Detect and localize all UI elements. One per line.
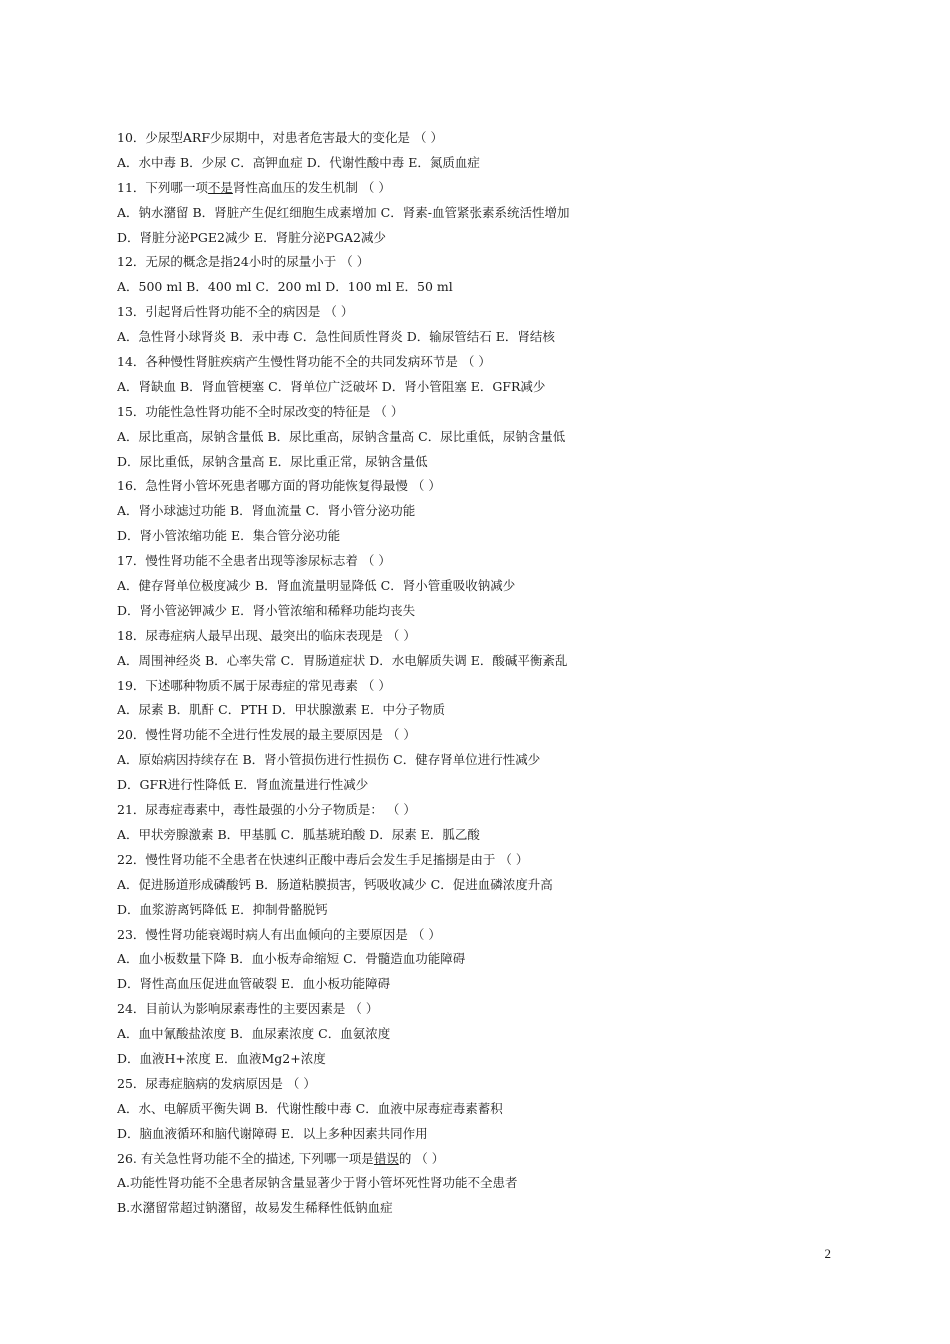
- line-text: D．肾脏分泌PGE2减少 E．肾脏分泌PGA2减少: [117, 229, 386, 245]
- line-text: A．促进肠道形成磷酸钙 B．肠道粘膜损害，钙吸收减少 C．促进血磷浓度升高: [117, 876, 553, 892]
- line-text: 26. 有关急性肾功能不全的描述, 下列哪一项是: [117, 1150, 374, 1166]
- question-line: [117, 723, 837, 748]
- options-line: [117, 698, 837, 723]
- question-line: [117, 250, 837, 275]
- options-line: [117, 748, 837, 773]
- options-line: [117, 201, 837, 226]
- line-text: 16．急性肾小管坏死患者哪方面的肾功能恢复得最慢 （ ）: [117, 478, 441, 494]
- line-text: A．甲状旁腺激素 B．甲基胍 C．胍基琥珀酸 D．尿素 E．胍乙酸: [117, 826, 480, 842]
- line-text: 17．慢性肾功能不全患者出现等渗尿标志着 （ ）: [117, 553, 391, 569]
- line-text: A．血小板数量下降 B．血小板寿命缩短 C．骨髓造血功能障碍: [117, 951, 466, 967]
- options-line: [117, 773, 837, 798]
- line-text: 14．各种慢性肾脏疾病产生慢性肾功能不全的共同发病环节是 （ ）: [117, 354, 491, 370]
- question-line: [117, 1147, 837, 1172]
- line-text: B.水潴留常超过钠潴留，故易发生稀释性低钠血症: [117, 1200, 393, 1216]
- line-text: 22．慢性肾功能不全患者在快速纠正酸中毒后会发生手足搐搦是由于 （ ）: [117, 851, 529, 867]
- question-line: [117, 300, 837, 325]
- options-line: [117, 151, 837, 176]
- question-line: [117, 798, 837, 823]
- question-line: [117, 549, 837, 574]
- line-text: 肾性高血压的发生机制 （ ）: [232, 179, 391, 195]
- line-text: 21．尿毒症毒素中，毒性最强的小分子物质是： （ ）: [117, 802, 416, 818]
- line-text: 24．目前认为影响尿素毒性的主要因素是 （ ）: [117, 1001, 379, 1017]
- options-line: [117, 599, 837, 624]
- options-line: [117, 947, 837, 972]
- line-text: A．急性肾小球肾炎 B．汞中毒 C．急性间质性肾炎 D．输尿管结石 E．肾结核: [117, 329, 555, 345]
- question-line: [117, 474, 837, 499]
- line-text: A．尿素 B．肌酐 C．PTH D．甲状腺激素 E．中分子物质: [117, 702, 445, 718]
- question-line: [117, 400, 837, 425]
- options-line: [117, 524, 837, 549]
- line-text: A．健存肾单位极度减少 B．肾血流量明显降低 C．肾小管重吸收钠减少: [117, 578, 516, 594]
- question-line: [117, 1072, 837, 1097]
- line-text: 20．慢性肾功能不全进行性发展的最主要原因是 （ ）: [117, 727, 416, 743]
- line-text: A．水、电解质平衡失调 B．代谢性酸中毒 C．血液中尿毒症毒素蓄积: [117, 1100, 503, 1116]
- options-line: [117, 1122, 837, 1147]
- question-line: [117, 848, 837, 873]
- options-line: [117, 972, 837, 997]
- line-text: A．肾缺血 B．肾血管梗塞 C．肾单位广泛破坏 D．肾小管阻塞 E．GFR减少: [117, 378, 546, 394]
- line-text: D．血浆游离钙降低 E．抑制骨骼脱钙: [117, 901, 328, 917]
- question-line: [117, 923, 837, 948]
- options-line: [117, 375, 837, 400]
- options-line: [117, 226, 837, 251]
- options-line: [117, 574, 837, 599]
- line-text: A.功能性肾功能不全患者尿钠含量显著少于肾小管坏死性肾功能不全患者: [117, 1175, 518, 1191]
- line-text: 19．下述哪种物质不属于尿毒症的常见毒素 （ ）: [117, 677, 391, 693]
- line-text: A．周围神经炎 B．心率失常 C．胃肠道症状 D．水电解质失调 E．酸碱平衡紊乱: [117, 652, 568, 668]
- line-text: 18．尿毒症病人最早出现、最突出的临床表现是 （ ）: [117, 627, 416, 643]
- options-line: [117, 450, 837, 475]
- question-line: [117, 674, 837, 699]
- question-line: [117, 350, 837, 375]
- line-text: D．血液H+浓度 E．血液Mg2+浓度: [117, 1050, 326, 1066]
- options-line: [117, 1047, 837, 1072]
- question-line: [117, 176, 837, 201]
- line-text: D．尿比重低，尿钠含量高 E．尿比重正常，尿钠含量低: [117, 453, 428, 469]
- options-line: [117, 1022, 837, 1047]
- options-line: [117, 325, 837, 350]
- line-text: 13．引起肾后性肾功能不全的病因是 （ ）: [117, 304, 354, 320]
- options-line: [117, 649, 837, 674]
- line-text: 15．功能性急性肾功能不全时尿改变的特征是 （ ）: [117, 403, 404, 419]
- emphasis-text: 不是: [207, 179, 233, 195]
- line-text: 10．少尿型ARF少尿期中，对患者危害最大的变化是 （ ）: [117, 130, 443, 145]
- options-line: [117, 898, 837, 923]
- line-text: A．尿比重高，尿钠含量低 B．尿比重高，尿钠含量高 C．尿比重低，尿钠含量低: [117, 428, 566, 444]
- question-line: [117, 624, 837, 649]
- line-text: 25．尿毒症脑病的发病原因是 （ ）: [117, 1075, 316, 1091]
- line-text: D．肾小管泌钾减少 E．肾小管浓缩和稀释功能均丧失: [117, 602, 416, 618]
- line-text: D．肾性高血压促进血管破裂 E．血小板功能障碍: [117, 976, 391, 992]
- line-text: A．血中氰酸盐浓度 B．血尿素浓度 C．血氨浓度: [117, 1026, 391, 1042]
- line-text: 的 （ ）: [398, 1150, 445, 1166]
- line-text: A．水中毒 B．少尿 C．高钾血症 D．代谢性酸中毒 E．氮质血症: [117, 154, 480, 170]
- options-line: [117, 823, 837, 848]
- line-text: A．肾小球滤过功能 B．肾血流量 C．肾小管分泌功能: [117, 503, 416, 519]
- line-text: D．脑血液循环和脑代谢障碍 E．以上多种因素共同作用: [117, 1125, 428, 1141]
- options-line: [117, 1171, 837, 1196]
- line-text: 23．慢性肾功能衰竭时病人有出血倾向的主要原因是 （ ）: [117, 926, 441, 942]
- page-number: 2: [824, 1246, 831, 1261]
- options-line: [117, 499, 837, 524]
- options-line: [117, 1196, 837, 1221]
- line-text: D．肾小管浓缩功能 E．集合管分泌功能: [117, 528, 341, 544]
- options-line: [117, 275, 837, 300]
- line-text: A．500 ml B．400 ml C．200 ml D．100 ml E．50 ml: [117, 279, 453, 295]
- line-text: 11．下列哪一项: [117, 179, 208, 195]
- emphasis-text: 错误: [373, 1150, 399, 1166]
- question-list: [117, 126, 837, 1221]
- options-line: [117, 1097, 837, 1122]
- line-text: D．GFR进行性降低 E．肾血流量进行性减少: [117, 777, 369, 793]
- question-line: [117, 997, 837, 1022]
- line-text: A．钠水潴留 B．肾脏产生促红细胞生成素增加 C．肾素-血管紧张素系统活性增加: [117, 204, 570, 220]
- options-line: [117, 873, 837, 898]
- options-line: [117, 425, 837, 450]
- line-text: A．原始病因持续存在 B．肾小管损伤进行性损伤 C．健存肾单位进行性减少: [117, 752, 541, 768]
- question-line: [117, 126, 837, 151]
- line-text: 12．无尿的概念是指24小时的尿量小于 （ ）: [117, 254, 370, 270]
